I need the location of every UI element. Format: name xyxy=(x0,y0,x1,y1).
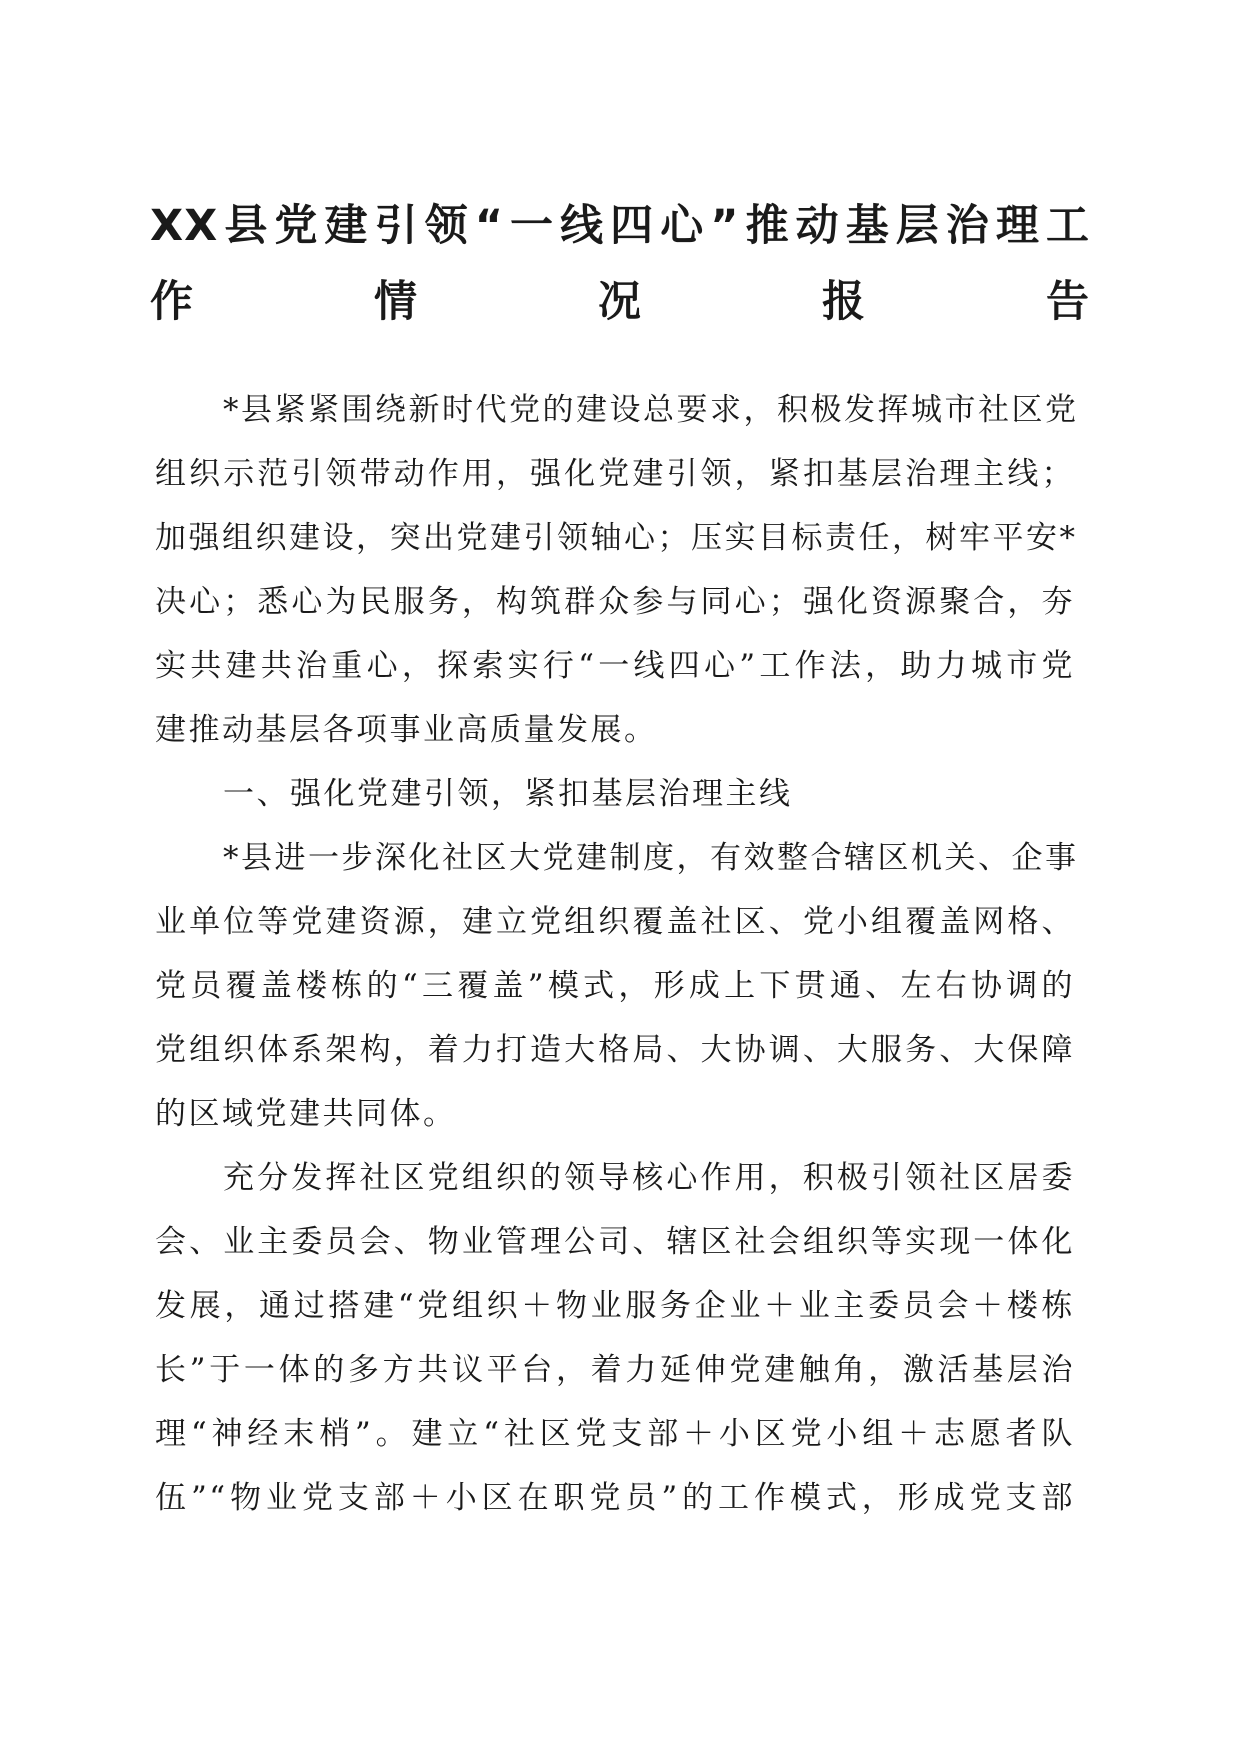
text-line: 充分发挥社区党组织的领导核心作用，积极引领社区居委 xyxy=(223,1160,1075,1196)
text-line: *县紧紧围绕新时代党的建设总要求，积极发挥城市社区党 xyxy=(223,392,1079,428)
section-heading-1 xyxy=(155,762,1075,826)
text-line: 决心；悉心为民服务，构筑群众参与同心；强化资源聚合，夯 xyxy=(155,584,1075,620)
title-line-1: XX县党建引领“一线四心”推动基层治理工 xyxy=(150,201,1090,251)
text-line: 党组织体系架构，着力打造大格局、大协调、大服务、大保障 xyxy=(155,1032,1075,1068)
text-line: 实共建共治重心，探索实行“一线四心”工作法，助力城市党 xyxy=(155,648,1075,684)
text-line: *县进一步深化社区大党建制度，有效整合辖区机关、企事 xyxy=(223,840,1079,876)
document-title xyxy=(150,188,1090,340)
text-line: 党员覆盖楼栋的“三覆盖”模式，形成上下贯通、左右协调的 xyxy=(155,968,1075,1004)
text-line: 会、业主委员会、物业管理公司、辖区社会组织等实现一体化 xyxy=(155,1224,1075,1260)
section-heading-text: 一、强化党建引领，紧扣基层治理主线 xyxy=(223,776,793,812)
title-line-2: 作情况报告 xyxy=(150,277,1090,327)
text-line: 的区域党建共同体。 xyxy=(155,1096,457,1132)
text-line: 加强组织建设，突出党建引领轴心；压实目标责任，树牢平安* xyxy=(155,520,1078,556)
text-line: 发展，通过搭建“党组织＋物业服务企业＋业主委员会＋楼栋 xyxy=(155,1288,1075,1324)
document-body xyxy=(155,378,1079,1530)
text-line: 建推动基层各项事业高质量发展。 xyxy=(155,712,658,748)
text-line: 业单位等党建资源，建立党组织覆盖社区、党小组覆盖网格、 xyxy=(155,904,1075,940)
paragraph-section-1a xyxy=(155,826,1079,1146)
paragraph-section-1b xyxy=(155,1146,1075,1530)
paragraph-intro xyxy=(155,378,1079,762)
text-line: 组织示范引领带动作用，强化党建引领，紧扣基层治理主线； xyxy=(155,456,1075,492)
text-line: 伍”“物业党支部＋小区在职党员”的工作模式，形成党支部 xyxy=(155,1480,1075,1516)
text-line: 长”于一体的多方共议平台，着力延伸党建触角，激活基层治 xyxy=(155,1352,1075,1388)
text-line: 理“神经末梢”。建立“社区党支部＋小区党小组＋志愿者队 xyxy=(155,1416,1075,1452)
